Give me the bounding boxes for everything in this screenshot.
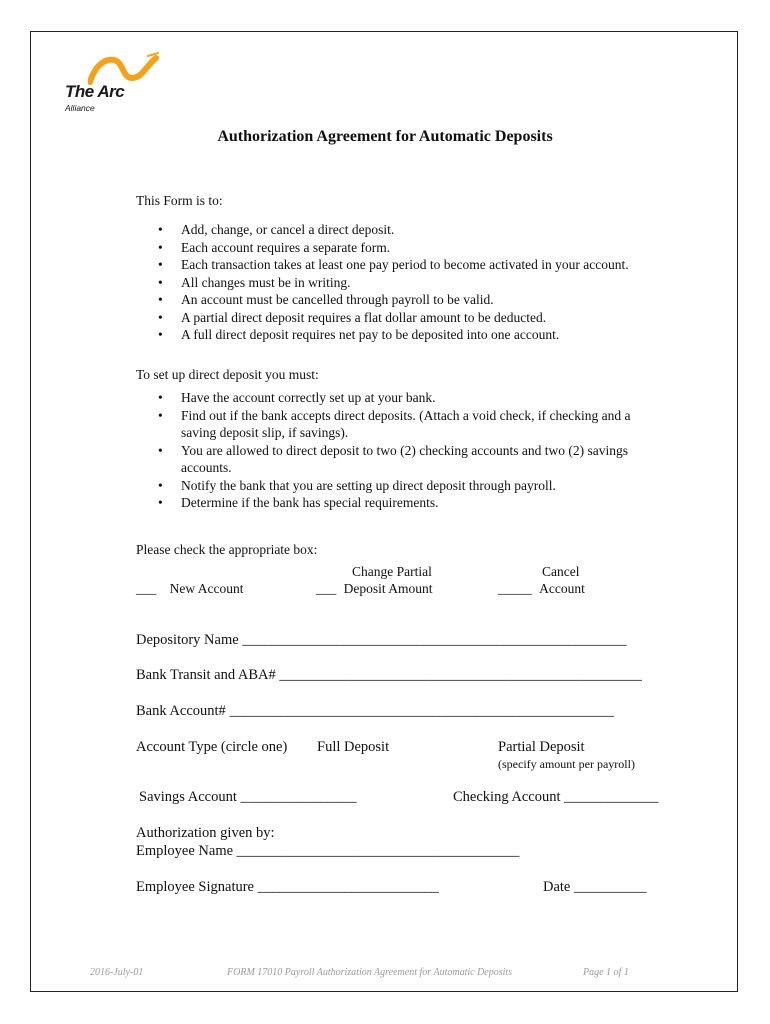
field-label: Date: [543, 879, 571, 895]
option-label: Deposit Amount: [343, 581, 433, 596]
field-line[interactable]: ________________: [240, 789, 357, 805]
list-item: • Each transaction takes at least one pay period to become activated in your account.: [136, 256, 651, 274]
field-label: Employee Name: [136, 843, 234, 859]
setup-points-list: [136, 389, 651, 512]
depository-name-field[interactable]: [136, 632, 627, 649]
logo-subtitle: Alliance: [65, 103, 95, 113]
account-type-label: Account Type (circle one): [136, 739, 288, 755]
field-label: Employee Signature: [136, 879, 254, 895]
checkbox-blank[interactable]: ___: [136, 581, 157, 596]
list-item: • A full direct deposit requires net pay to be deposited into one account.: [136, 326, 651, 344]
list-item: • Each account requires a separate form.: [136, 239, 651, 257]
field-line[interactable]: __________: [574, 879, 647, 895]
employee-signature-field[interactable]: [136, 879, 439, 896]
bank-transit-field[interactable]: [136, 667, 642, 684]
checkbox-blank[interactable]: ___: [316, 581, 337, 596]
option-label-top: Cancel: [542, 564, 580, 579]
the-arc-logo: [62, 52, 162, 116]
list-item: • Determine if the bank has special requirements.: [136, 494, 651, 512]
footer-page-number: Page 1 of 1: [583, 967, 629, 978]
change-partial-option[interactable]: [316, 581, 433, 597]
list-item: • You are allowed to direct deposit to two (2) checking accounts and two (2) savings accounts.: [136, 442, 651, 477]
list-item: • A partial direct deposit requires a flat dollar amount to be deducted.: [136, 309, 651, 327]
field-label: Checking Account: [453, 789, 561, 805]
partial-deposit-note: (specify amount per payroll): [498, 757, 635, 771]
form-points-list: [136, 221, 651, 344]
savings-account-field[interactable]: [139, 789, 357, 806]
check-prompt: Please check the appropriate box:: [136, 542, 318, 557]
setup-intro: To set up direct deposit you must:: [136, 367, 319, 382]
field-line[interactable]: _____________________________________________________: [229, 703, 614, 719]
footer-form-name: FORM 17010 Payroll Authorization Agreement for Automatic Deposits: [227, 967, 513, 978]
checkbox-blank[interactable]: _____: [498, 581, 532, 596]
full-deposit-choice[interactable]: Full Deposit: [317, 739, 390, 755]
bank-account-field[interactable]: [136, 703, 614, 720]
footer-date: 2016-July-01: [90, 967, 144, 978]
option-label: New Account: [169, 581, 244, 596]
list-item: • Notify the bank that you are setting up direct deposit through payroll.: [136, 477, 651, 495]
employee-name-field[interactable]: [136, 843, 519, 860]
field-line[interactable]: _____________: [564, 789, 659, 805]
field-line[interactable]: _________________________: [257, 879, 439, 895]
list-item: • An account must be cancelled through payroll to be valid.: [136, 291, 651, 309]
field-line[interactable]: _____________________________________________________: [242, 632, 627, 648]
document-title: Authorization Agreement for Automatic Deposits: [217, 128, 553, 145]
field-label: Depository Name: [136, 632, 239, 648]
new-account-option[interactable]: [136, 581, 243, 597]
list-item: • All changes must be in writing.: [136, 274, 651, 292]
list-item: • Have the account correctly set up at your bank.: [136, 389, 651, 407]
option-label: Account: [539, 581, 585, 596]
date-field[interactable]: [543, 879, 647, 896]
field-label: Savings Account: [139, 789, 237, 805]
field-line[interactable]: _______________________________________: [236, 843, 520, 859]
list-item: • Add, change, or cancel a direct deposit.: [136, 221, 651, 239]
field-label: Bank Transit and ABA#: [136, 667, 276, 683]
list-item: • Find out if the bank accepts direct deposits. (Attach a void check, if checking and a saving deposit slip, if savings).: [136, 407, 651, 442]
authorization-label: Authorization given by:: [136, 825, 275, 841]
checking-account-field[interactable]: [453, 789, 658, 806]
partial-deposit-choice[interactable]: Partial Deposit: [498, 739, 585, 755]
field-label: Bank Account#: [136, 703, 226, 719]
form-intro: This Form is to:: [136, 193, 223, 208]
option-label-top: Change Partial: [352, 564, 432, 579]
field-line[interactable]: __________________________________________________: [279, 667, 642, 683]
cancel-account-option[interactable]: [498, 581, 585, 597]
logo-name: The Arc: [65, 82, 125, 101]
